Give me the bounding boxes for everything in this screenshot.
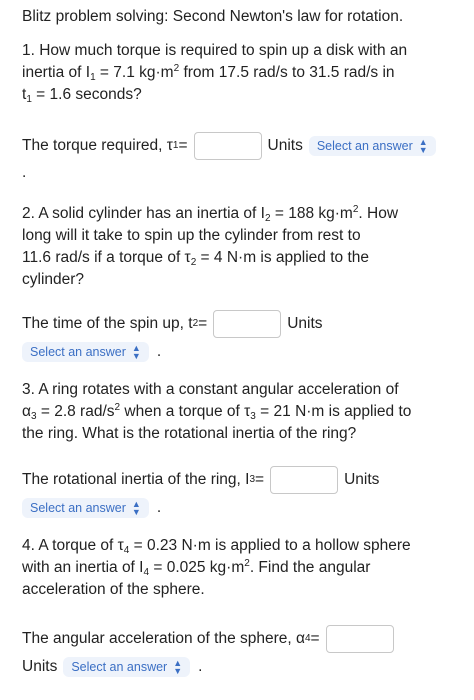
q1-select-label: Select an answer [316,139,413,153]
q3-text-b: α [22,403,31,420]
q2-text-c: . How [358,205,399,222]
torque-answer-input[interactable] [194,132,262,160]
question-4-line-2 [22,557,462,579]
q1-text-d: t [22,86,27,103]
q3-subscript: 3 [30,411,37,422]
q3-units-select[interactable] [22,498,149,518]
q3-text-d: when a torque of τ [120,403,251,420]
q4-units-label: Units [22,658,58,675]
rotational-inertia-input[interactable] [270,466,338,494]
q4-text-d: = 0.025 kg·m [149,559,245,576]
question-4-line-3 [22,579,462,601]
question-3-line-3 [22,423,462,445]
question-4-text [22,535,462,601]
q4-text-c: with an inertia of I [22,559,144,576]
q2-superscript: 2 [352,204,359,215]
q2-subscript: 2 [264,213,271,224]
question-1-answer-row: The torque required, τ 1 = Units Select an answer ▲ ▼ [22,132,436,160]
question-3-text [22,379,462,445]
q4-text-e: . Find the angular [249,559,371,576]
question-2-line-3 [22,247,462,269]
q3-superscript: 2 [114,402,121,413]
q2-prompt-text: The time of the spin up, t [22,315,193,332]
q4-units-select[interactable] [63,657,190,677]
question-1-text [22,40,462,106]
q4-prompt-equals: = [310,630,320,647]
q1-prompt-text: The torque required, τ [22,137,173,154]
q1-dot: . [22,164,27,181]
question-2-line-1 [22,203,462,225]
question-2-text [22,203,462,291]
question-2-select-row [22,342,161,362]
question-2-line-4 [22,269,462,291]
q1-text-b: = 7.1 kg·m [95,64,174,81]
q1-text-e: = 1.6 seconds? [31,86,142,103]
q3-select-label: Select an answer [30,501,126,515]
q2-subscript-2: 2 [190,257,197,268]
q2-text-f: = 4 N·m is applied to the [196,249,369,266]
q2-text-a: 2. A solid cylinder has an inertia of I [22,205,265,222]
q1-subscript-2: 1 [26,94,32,105]
q2-text-d: long will it take to spin up the cylinder from rest to [22,227,361,244]
q1-text-a: inertia of I [22,64,91,81]
question-3-select-row [22,498,161,518]
q3-text-f: the ring. What is the rotational inertia of the ring? [22,425,357,442]
q1-subscript: 1 [90,72,96,83]
q2-dot: . [156,343,162,360]
question-1-trailing-dot [22,164,26,182]
q4-superscript: 2 [244,558,250,569]
updown-chevron-icon: ▲ ▼ [131,343,141,361]
spin-up-time-input[interactable] [213,310,281,338]
question-4-units-row [22,657,202,677]
q4-prompt-text: The angular acceleration of the sphere, α [22,630,305,647]
q1-prompt-equals: = [178,137,188,154]
q4-subscript: 4 [123,545,130,556]
page-title [22,6,462,28]
question-4-answer-row: The angular acceleration of the sphere, α 4 = [22,625,400,653]
q2-units-label: Units [287,315,323,332]
q1-superscript: 2 [173,63,180,74]
angular-acceleration-input[interactable] [326,625,394,653]
updown-chevron-icon: ▲ ▼ [173,658,183,676]
q3-text-e: = 21 N·m is applied to [255,403,412,420]
question-1-line-2 [22,62,462,84]
q3-prompt-equals: = [255,471,265,488]
question-1-line-1-text: 1. How much torque is required to spin up a disk with an [22,42,408,59]
q4-text-b: = 0.23 N·m is applied to a hollow sphere [129,537,411,554]
q4-dot: . [198,658,203,675]
q2-text-g: cylinder? [22,271,85,288]
q3-subscript-2: 3 [250,411,256,422]
q2-select-label: Select an answer [30,345,126,359]
question-2-line-2 [22,225,462,247]
question-4-line-1 [22,535,462,557]
q1-text-c: from 17.5 rad/s to 31.5 rad/s in [179,64,395,81]
question-3-answer-row: The rotational inertia of the ring, I 3 = Units [22,466,379,494]
question-1-line-1 [22,40,462,62]
question-3-line-1 [22,379,462,401]
q3-text-c: = 2.8 rad/s [36,403,115,420]
question-1-line-3 [22,84,462,106]
q4-subscript-2: 4 [143,567,150,578]
question-2-answer-row: The time of the spin up, t 2 = Units [22,310,323,338]
question-3-line-2 [22,401,462,423]
q2-text-b: = 188 kg·m [270,205,353,222]
q3-dot: . [156,499,162,516]
updown-chevron-icon: ▲ ▼ [418,137,428,155]
q3-prompt-text: The rotational inertia of the ring, I [22,471,250,488]
page-title-text: Blitz problem solving: Second Newton's law for rotation. [22,8,404,25]
q4-select-label: Select an answer [71,660,168,674]
updown-chevron-icon: ▲ ▼ [131,499,141,517]
q2-prompt-equals: = [198,315,208,332]
q3-text-a: 3. A ring rotates with a constant angular acceleration of [22,381,399,398]
q2-units-select[interactable] [22,342,149,362]
q3-units-label: Units [344,471,380,488]
q2-text-e: 11.6 rad/s if a torque of τ [22,249,191,266]
q4-text-f: acceleration of the sphere. [22,581,205,598]
q4-text-a: 4. A torque of τ [22,537,124,554]
q1-units-label: Units [267,137,303,154]
q1-units-select[interactable] [309,136,436,156]
